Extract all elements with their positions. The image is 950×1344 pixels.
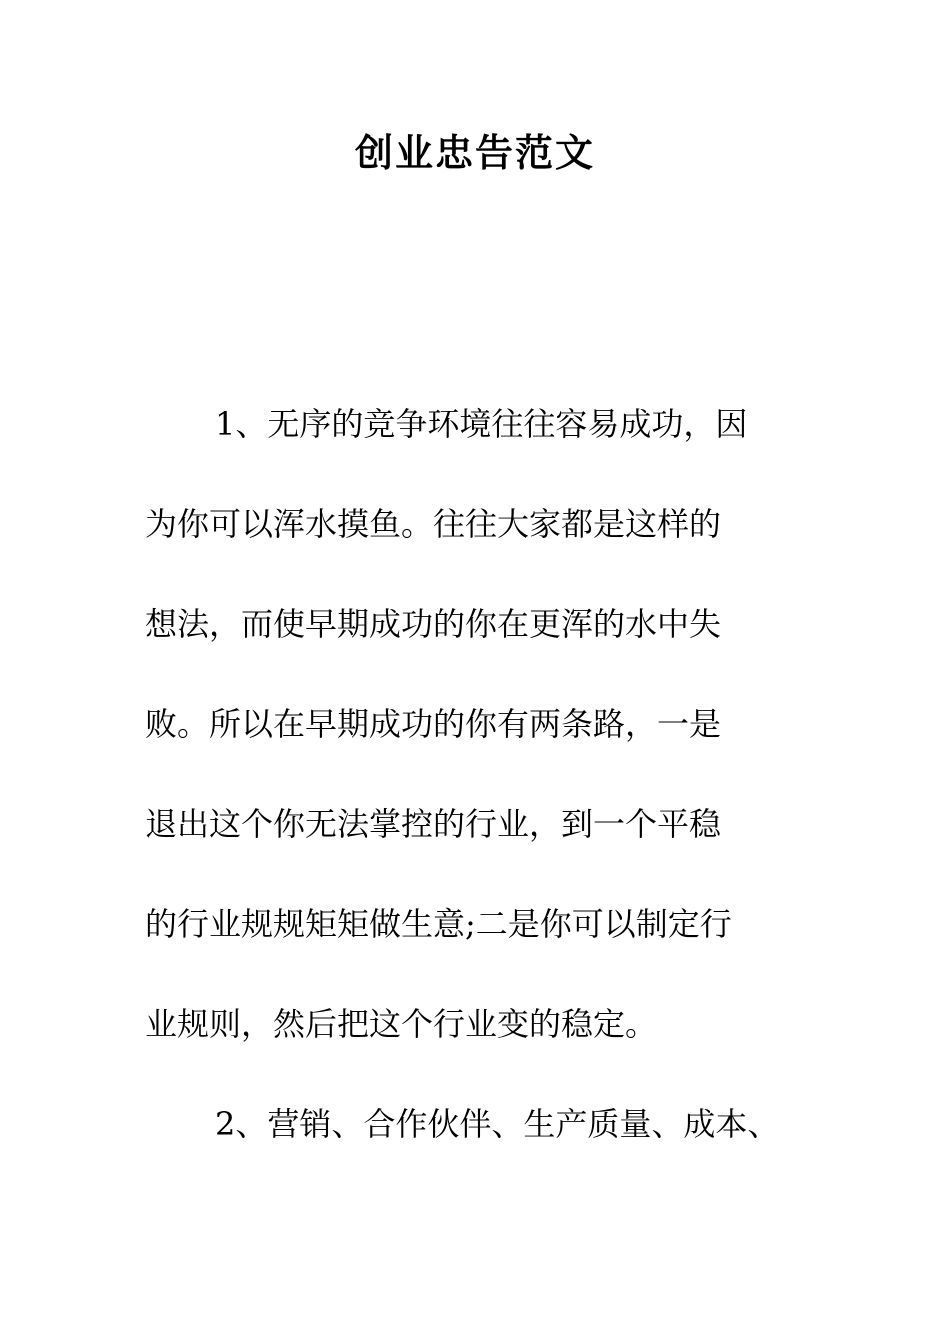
paragraph-line: 想法，而使早期成功的你在更浑的水中失 <box>145 605 722 643</box>
paragraph-line: 1、无序的竞争环境往往容易成功，因 <box>215 405 748 443</box>
document-body <box>145 374 815 1174</box>
paragraph-line: 2、营销、合作伙伴、生产质量、成本、 <box>215 1105 780 1143</box>
paragraph-1 <box>145 374 815 1074</box>
paragraph-line: 败。所以在早期成功的你有两条路，一是 <box>145 705 722 743</box>
paragraph-line: 为你可以浑水摸鱼。往往大家都是这样的 <box>145 505 722 543</box>
paragraph-line: 业规则，然后把这个行业变的稳定。 <box>145 1005 658 1043</box>
paragraph-line: 的行业规规矩矩做生意;二是你可以制定行 <box>145 905 732 943</box>
paragraph-line: 退出这个你无法掌控的行业，到一个平稳 <box>145 805 722 843</box>
page-title: 创业忠告范文 <box>354 131 595 175</box>
paragraph-2 <box>145 1074 815 1174</box>
